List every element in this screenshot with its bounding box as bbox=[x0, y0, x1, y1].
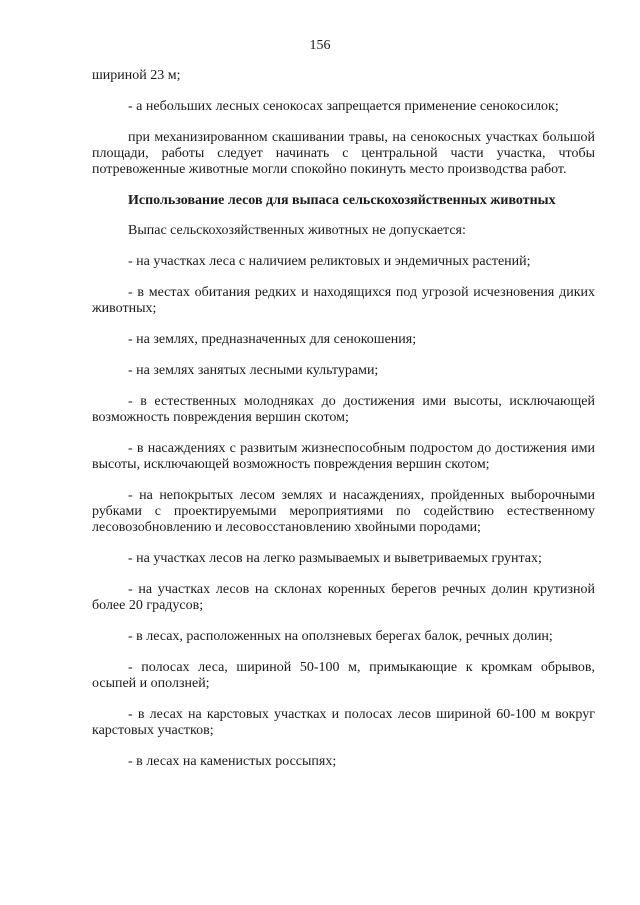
document-body bbox=[92, 68, 595, 785]
paragraph: шириной 23 м; bbox=[92, 68, 181, 83]
list-item: - на непокрытых лесом землях и насаждениях, пройденных выборочными рубками с проектируемыми мероприятиями по содействию естественному лесовозобновлению и лесовосстановлению хвойными породами; bbox=[92, 488, 595, 535]
list-item: - на землях занятых лесными культурами; bbox=[128, 363, 379, 378]
section-heading: Использование лесов для выпаса сельскохозяйственных животных bbox=[128, 193, 556, 208]
list-item: - на участках леса с наличием реликтовых и эндемичных растений; bbox=[128, 254, 531, 269]
list-item: - на участках лесов на склонах коренных берегов речных долин крутизной более 20 градусов; bbox=[92, 582, 595, 613]
list-item: - полосах леса, шириной 50-100 м, примыкающие к кромкам обрывов, осыпей и оползней; bbox=[92, 660, 595, 691]
paragraph: - а небольших лесных сенокосах запрещается применение сенокосилок; bbox=[128, 99, 559, 114]
list-item: - в лесах на карстовых участках и полосах лесов шириной 60-100 м вокруг карстовых участков; bbox=[92, 707, 595, 738]
list-item: - на землях, предназначенных для сенокошения; bbox=[128, 332, 417, 347]
list-item: - в местах обитания редких и находящихся под угрозой исчезновения диких животных; bbox=[92, 285, 595, 316]
page-number: 156 bbox=[309, 38, 331, 53]
list-item: - в насаждениях с развитым жизнеспособным подростом до достижения ими высоты, исключающей возможность повреждения вершин скотом; bbox=[92, 441, 595, 472]
paragraph: при механизированном скашивании травы, на сенокосных участках большой площади, работы следует начинать с центральной части участка, чтобы потревоженные животные могли спокойно покинуть место производства работ. bbox=[92, 130, 595, 177]
list-item: - в лесах на каменистых россыпях; bbox=[128, 754, 337, 769]
paragraph: Выпас сельскохозяйственных животных не допускается: bbox=[128, 223, 466, 238]
list-item: - на участках лесов на легко размываемых и выветриваемых грунтах; bbox=[128, 551, 542, 566]
list-item: - в лесах, расположенных на оползневых берегах балок, речных долин; bbox=[128, 629, 553, 644]
list-item: - в естественных молодняках до достижения ими высоты, исключающей возможность повреждения вершин скотом; bbox=[92, 394, 595, 425]
